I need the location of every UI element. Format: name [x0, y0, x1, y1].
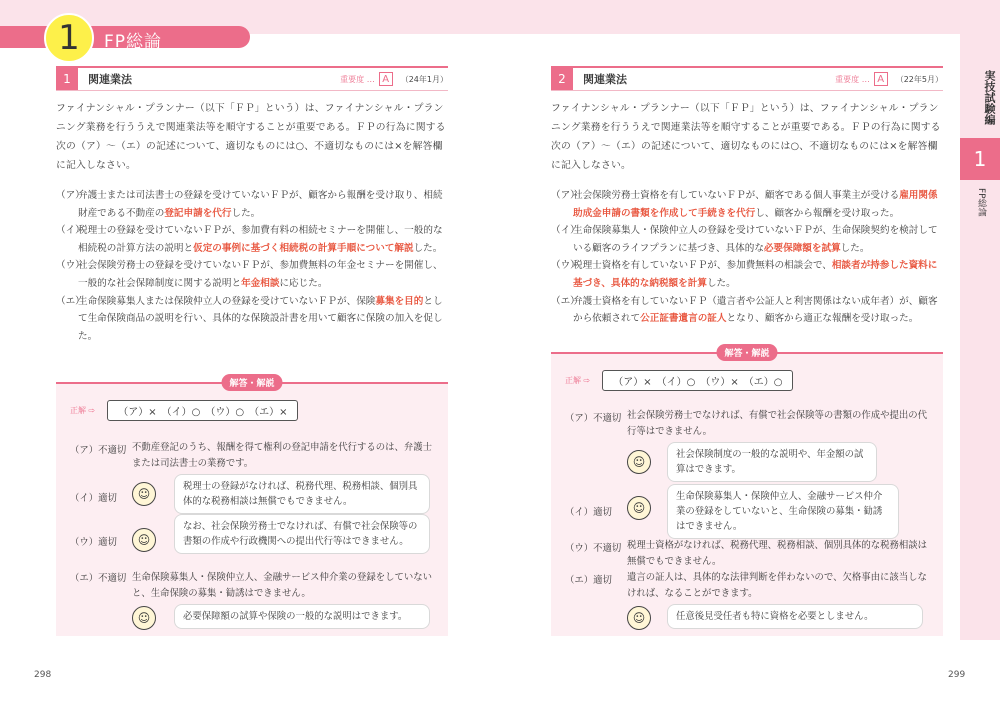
explanation-bubble: 社会保険制度の一般的な説明や、年金額の試算はできます。 [667, 442, 877, 482]
statement-label: （エ） [56, 295, 85, 307]
explanation-text: 税理士資格がなければ、税務代理、税務相談、個別具体的な税務相談は無償でもできません。 [627, 540, 928, 567]
advisor-face-icon: ☺ [132, 528, 156, 552]
advisor-face-icon: ☺ [627, 606, 651, 630]
answer-box-2 [551, 349, 943, 636]
statement-text-pre: 社会保険労務士の登録を受けていないＦＰが、参加費無料の年金セミナーを開催し、一般的な社会保障制度に関する説明と [78, 260, 443, 289]
statement-text-post: した。 [231, 207, 261, 219]
explanation-label: （ア）不適切 [565, 413, 622, 424]
statement-text-pre: 税理士の登録を受けていないＦＰが、参加費有料の相続セミナーを開催し、一般的な相続税の計算方法の説明と [78, 225, 443, 254]
statement-text-pre: 社会保険労務士資格を有していないＦＰが、顧客である個人事業主が受ける [573, 190, 900, 201]
statement-highlight: 公正証書遺言の証人 [640, 313, 727, 325]
statement-text-pre: 弁護士または司法書士の登録を受けていないＦＰが、顧客から報酬を受け取り、相続財産である不動産の [78, 190, 443, 219]
side-chapter-number: 1 [960, 138, 1000, 180]
side-section-label: 実技試験編 [983, 70, 996, 125]
statement-text-post: した。 [413, 242, 443, 254]
statement-item [56, 293, 448, 346]
statement-text [573, 222, 943, 257]
statement-text-post: となり、顧客から適正な報酬を受け取った。 [726, 313, 919, 325]
statement-highlight: 仮定の事例に基づく相続税の計算手順について解説 [193, 242, 414, 254]
statement-text-pre: 弁護士資格を有していないＦＰ（遺言者や公証人と利害関係はない成年者）が、顧客から依頼されて [573, 295, 938, 325]
statement-text-post: に応じた。 [279, 277, 328, 289]
correct-answer: （ア）× （イ）○ （ウ）× （エ）○ [602, 370, 793, 391]
explanation-bubble: 生命保険募集人・保険仲立人、金融サービス仲介業の登録をしていないと、生命保険の募集・勧誘はできません。 [667, 484, 899, 539]
statement-text [573, 293, 943, 328]
question-number: 1 [56, 68, 78, 90]
statement-item [551, 222, 943, 257]
explanation-text: 生命保険募集人・保険仲立人、金融サービス仲介業の登録をしていないと、生命保険の募集・勧誘はできません。 [132, 572, 433, 599]
statement-item [56, 257, 448, 292]
advisor-face-icon: ☺ [627, 450, 651, 474]
explanation-text: 社会保険労務士でなければ、有償で社会保険等の書類の作成や提出の代行等はできません。 [627, 410, 928, 437]
advisor-face-icon: ☺ [627, 496, 651, 520]
statement-text-post: し、顧客から報酬を受け取った。 [755, 207, 900, 219]
explanation-label: （エ）不適切 [70, 573, 127, 584]
statement-text-post: した。 [706, 277, 736, 289]
correct-answer-row [70, 400, 448, 421]
exam-date: （24年1月） [400, 74, 448, 84]
question-stem: ファイナンシャル・プランナー（以下「ＦＰ」という）は、ファイナンシャル・プランニング業務を行ううえで関連業法等を順守することが重要である。ＦＰの行為に関する次の（ア）～（エ）の記述について、適切なものには○、不適切なものには×を解答欄に記入しなさい。 [551, 103, 941, 171]
question-header [56, 66, 448, 91]
statement-item [56, 187, 448, 222]
statement-text [573, 257, 943, 292]
explanation-bubble: 税理士の登録がなければ、税務代理、税務相談、個別具体的な税務相談は無償でもできません。 [174, 474, 430, 514]
question-title: 関連業法 [88, 73, 132, 86]
importance-label: 重要度 … [340, 74, 375, 84]
statement-text [78, 257, 448, 292]
page-number-right: 299 [948, 670, 966, 680]
statement-text-post: として生命保険商品の説明を行い、具体的な保険設計書を用いて顧客に保険の加入を促した。 [78, 295, 443, 342]
statement-text [573, 187, 943, 222]
answer-badge: 解答・解説 [221, 374, 282, 391]
answer-badge: 解答・解説 [716, 344, 777, 361]
importance-grade: A [379, 72, 393, 86]
statement-label: （エ） [551, 295, 580, 307]
statement-list [56, 187, 448, 345]
explanation-label: （ウ）適切 [70, 537, 117, 548]
statement-text-pre: 生命保険募集人・保険仲立人の登録を受けていないＦＰが、生命保険契約を検討している顧客のライフプランに基づき、具体的な [573, 225, 938, 254]
question-1 [56, 66, 448, 345]
explanation-text: 遺言の証人は、具体的な法律判断を伴わないので、欠格事由に該当しなければ、なることができます。 [627, 572, 927, 599]
side-index-tab [960, 0, 1000, 640]
chapter-number: 1 [44, 13, 94, 63]
statement-highlight: 必要保障額を試算 [763, 242, 841, 254]
correct-answer-row [565, 370, 943, 391]
statement-item [56, 222, 448, 257]
exam-date: （22年5月） [895, 74, 943, 84]
explanation-label: （イ）適切 [70, 493, 117, 504]
statement-item [551, 187, 943, 222]
statement-list [551, 187, 943, 328]
explanation-bubble: 任意後見受任者も特に資格を必要としません。 [667, 604, 923, 629]
chapter-title: FP総論 [104, 32, 163, 52]
question-number: 2 [551, 68, 573, 90]
statement-highlight: 相談者が持参した資料に基づき、具体的な納税額を計算 [573, 260, 938, 289]
explanation-label: （エ）適切 [565, 575, 612, 586]
statement-highlight: 登記申請を代行 [164, 207, 232, 219]
statement-text-post: した。 [840, 242, 870, 254]
correct-answer: （ア）× （イ）○ （ウ）○ （エ）× [107, 400, 298, 421]
correct-label: 正解 ⇨ [70, 406, 96, 415]
side-chapter-label: FP総論 [976, 188, 986, 217]
statement-highlight: 雇用関係助成金申請の書類を作成して手続きを代行 [573, 190, 938, 219]
statement-label: （イ） [551, 225, 580, 237]
question-header [551, 66, 943, 91]
statement-label: （ウ） [551, 260, 580, 272]
statement-item [551, 293, 943, 328]
correct-label: 正解 ⇨ [565, 376, 591, 385]
question-2 [551, 66, 943, 328]
statement-label: （ウ） [56, 260, 85, 272]
page-number-left: 298 [34, 670, 52, 680]
statement-item [551, 257, 943, 292]
explanation-label: （ア）不適切 [70, 445, 127, 456]
explanation-bubble: なお、社会保険労務士でなければ、有償で社会保険等の書類の作成や行政機関への提出代行等はできません。 [174, 514, 430, 554]
statement-text [78, 293, 448, 346]
question-title: 関連業法 [583, 73, 627, 86]
statement-label: （イ） [56, 225, 85, 237]
explanation-label: （イ）適切 [565, 507, 612, 518]
explanation-text: 不動産登記のうち、報酬を得て権利の登記申請を代行するのは、弁護士または司法書士の業務です。 [132, 442, 433, 469]
advisor-face-icon: ☺ [132, 606, 156, 630]
statement-highlight: 年金相談 [241, 277, 280, 289]
answer-box-1 [56, 379, 448, 636]
statement-highlight: 募集を目的 [375, 295, 424, 307]
statement-label: （ア） [56, 190, 85, 201]
statement-text [78, 222, 448, 257]
importance-grade: A [874, 72, 888, 86]
statement-text-pre: 税理士資格を有していないＦＰが、参加費無料の相談会で、 [573, 260, 832, 272]
statement-text-pre: 生命保険募集人または保険仲立人の登録を受けていないＦＰが、保険 [78, 295, 376, 307]
advisor-face-icon: ☺ [132, 482, 156, 506]
statement-label: （ア） [551, 190, 580, 201]
statement-text [78, 187, 448, 222]
importance-label: 重要度 … [835, 74, 870, 84]
question-stem: ファイナンシャル・プランナー（以下「ＦＰ」という）は、ファイナンシャル・プランニング業務を行ううえで関連業法等を順守することが重要である。ＦＰの行為に関する次の（ア）～（エ）の記述について、適切なものには○、不適切なものには×を解答欄に記入しなさい。 [56, 103, 446, 171]
explanation-label: （ウ）不適切 [565, 543, 622, 554]
explanation-bubble: 必要保障額の試算や保険の一般的な説明はできます。 [174, 604, 430, 629]
